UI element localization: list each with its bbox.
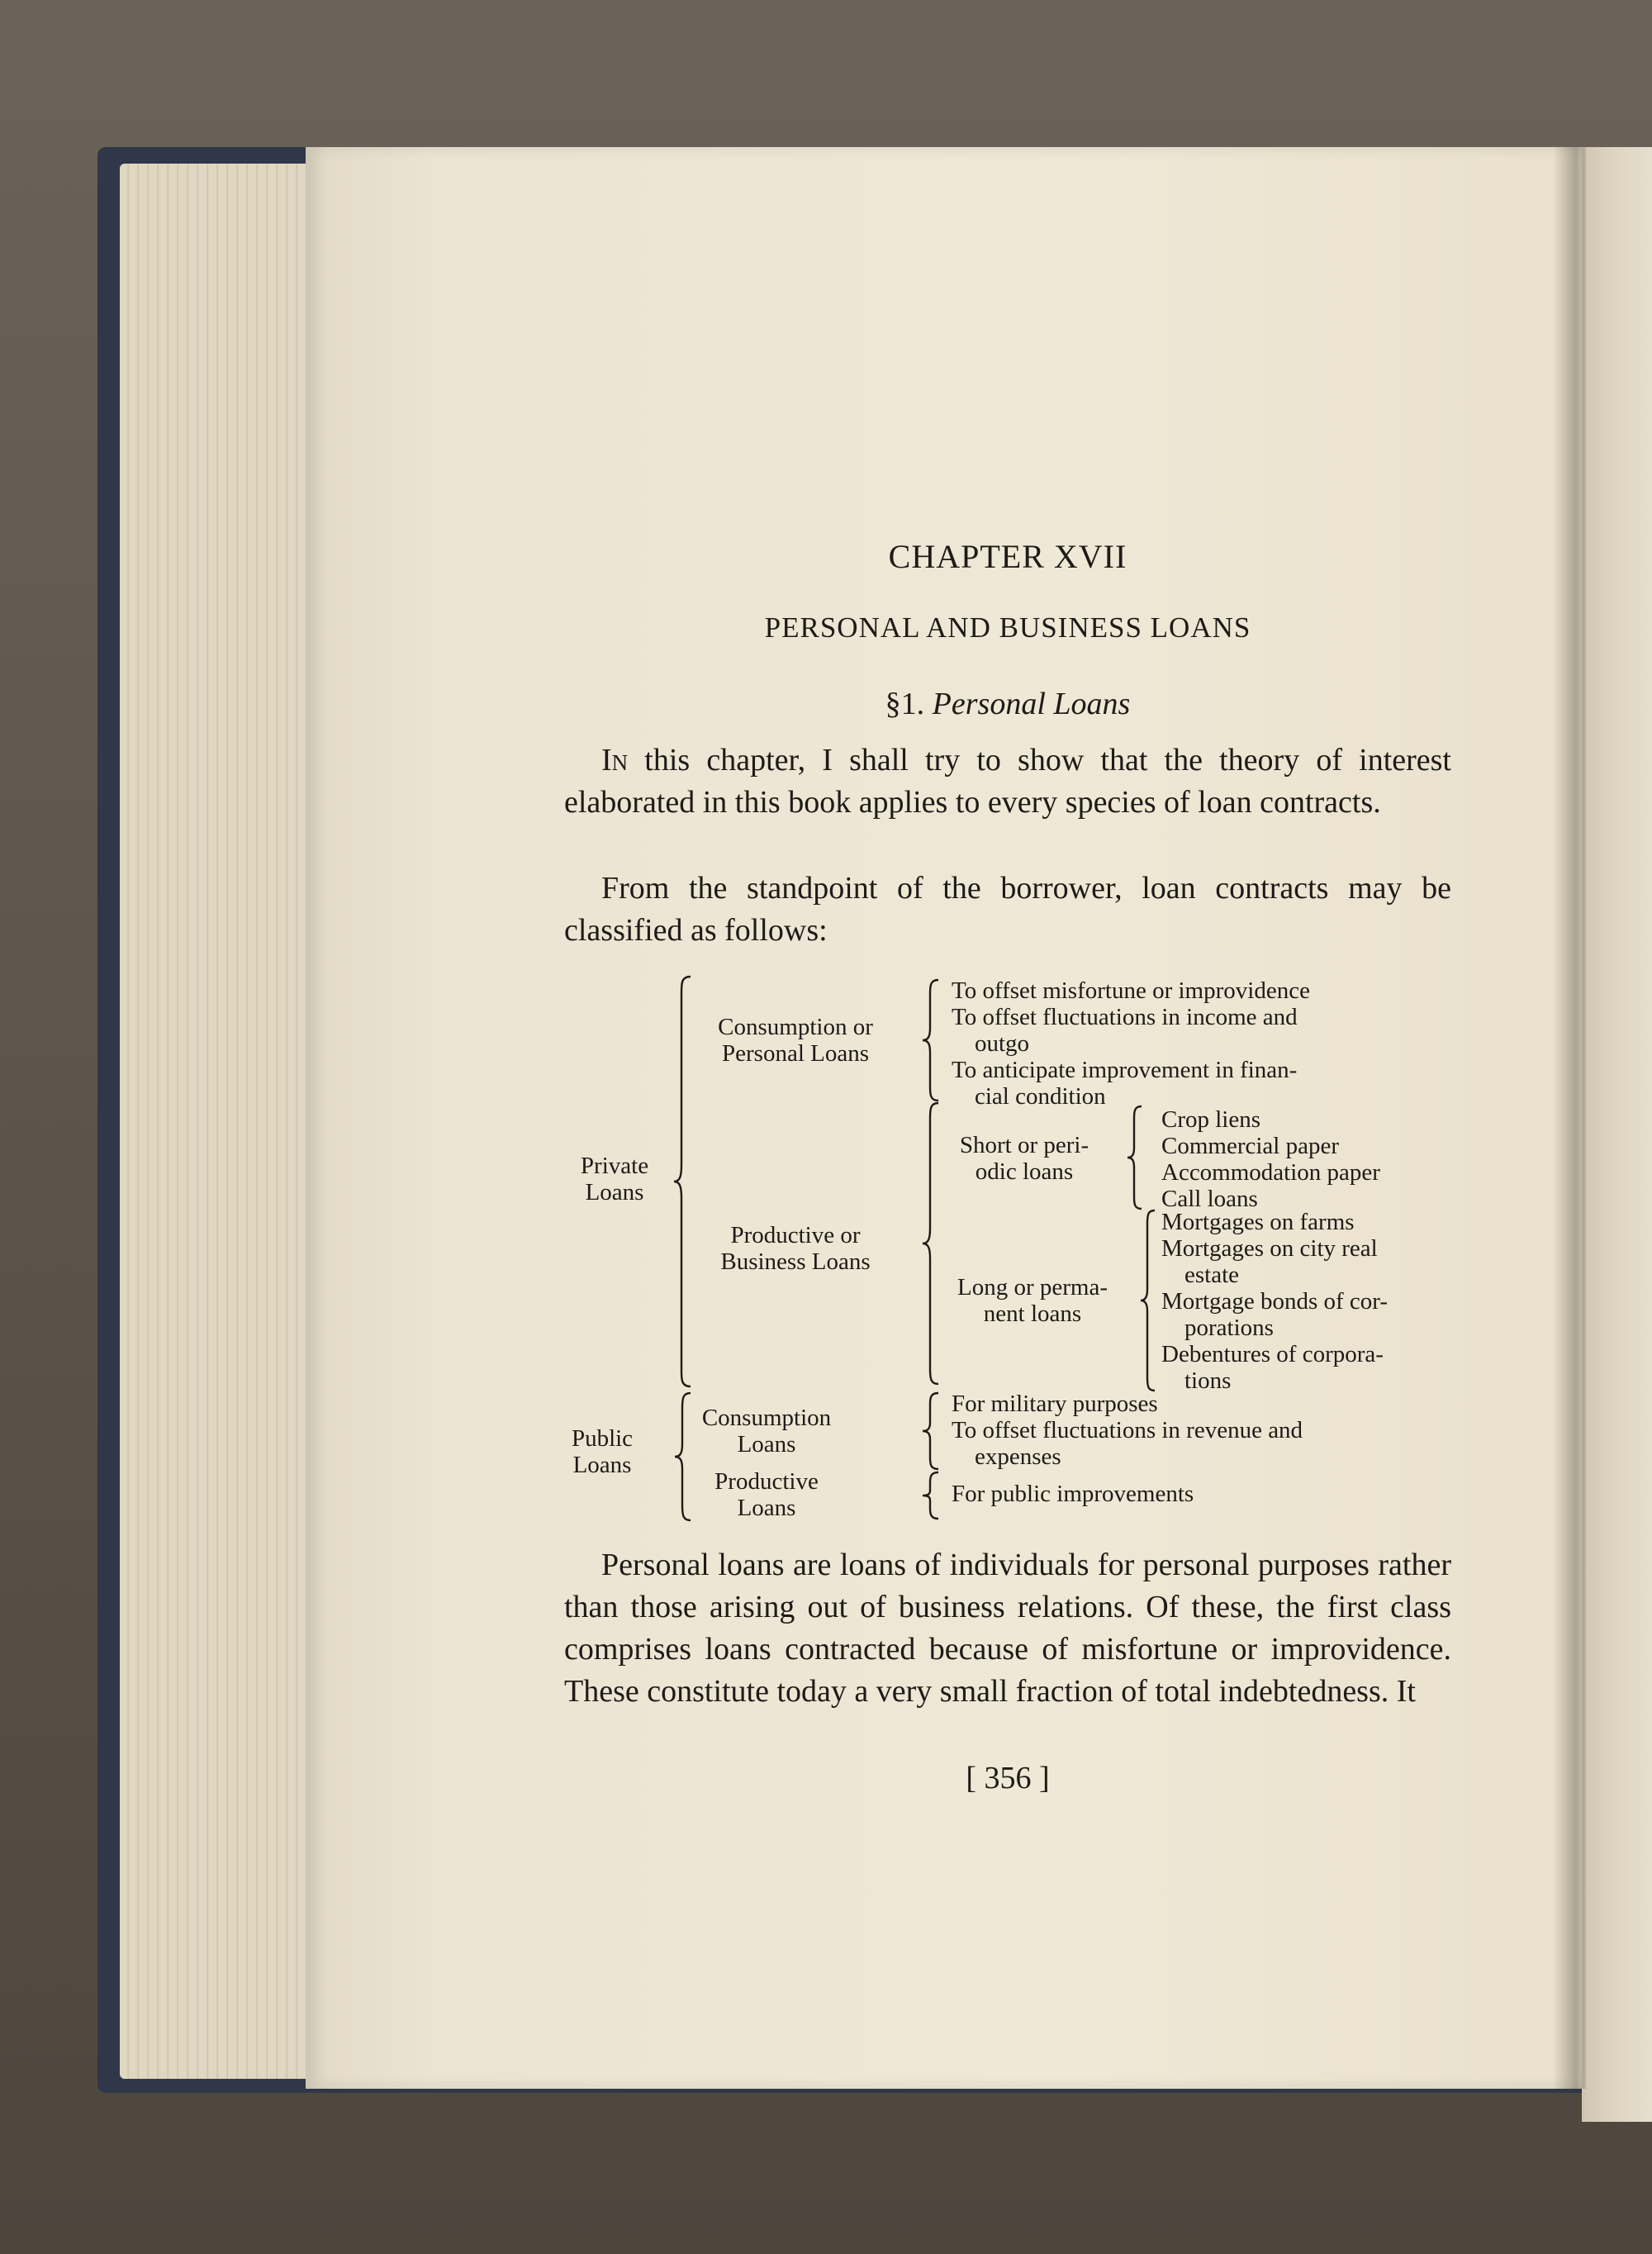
list-item: Crop liens	[1161, 1106, 1261, 1133]
short-loans-label-line2: odic loans	[975, 1158, 1074, 1185]
public-productive-label-line1: Productive	[714, 1468, 819, 1495]
private-productive-label-line2: Business Loans	[720, 1248, 871, 1275]
public-loans-label	[562, 1425, 643, 1478]
list-item	[1161, 1341, 1459, 1394]
list-item-continuation: estate	[1184, 1262, 1240, 1288]
public-consumption-label-line1: Consumption	[701, 1405, 832, 1431]
list-item-text: Mortgage bonds of cor-	[1161, 1288, 1389, 1315]
public-loans-label-line2: Loans	[572, 1452, 632, 1478]
page-gutter	[1553, 147, 1586, 2089]
section-number: §1.	[885, 687, 925, 721]
long-loans-label	[942, 1274, 1123, 1327]
paragraph-intro	[564, 739, 1451, 824]
private-productive-label-line1: Productive or	[730, 1222, 861, 1248]
long-loans-items	[1161, 1209, 1459, 1394]
short-loans-items	[1161, 1106, 1459, 1212]
list-item-continuation: outgo	[975, 1030, 1030, 1057]
public-productive-label	[692, 1468, 841, 1521]
paragraph-intro-text: this chapter, I shall try to show that the theory of interest elaborated in this book applies to every species of loan contracts.	[564, 743, 1451, 820]
list-item-text: To offset misfortune or improvidence	[952, 977, 1310, 1004]
private-loans-label-line2: Loans	[585, 1179, 644, 1205]
public-productive-items	[952, 1481, 1447, 1507]
public-consumption-brace	[920, 1393, 943, 1469]
long-loans-label-line2: nent loans	[983, 1301, 1082, 1327]
list-item	[1161, 1288, 1459, 1341]
list-item: For public improvements	[952, 1481, 1194, 1507]
list-item-continuation: tions	[1184, 1367, 1232, 1394]
public-consumption-label-line2: Loans	[737, 1431, 796, 1457]
paragraph-personal-loans: Personal loans are loans of individuals for personal purposes rather than those arising out of business relations. Of these, the first class comprises loans contracted because of misfortune or improvidence. These constitute today a very small fraction of total indebtedness. It	[564, 1548, 1451, 1709]
section-heading	[578, 686, 1437, 722]
list-item: Call loans	[1161, 1186, 1258, 1212]
paragraph-classification-intro: From the standpoint of the borrower, loan contracts may be classified as follows:	[564, 871, 1451, 948]
chapter-title: PERSONAL AND BUSINESS LOANS	[764, 611, 1251, 644]
public-consumption-items	[952, 1391, 1447, 1470]
private-consumption-brace	[920, 980, 943, 1101]
list-item: Commercial paper	[1161, 1133, 1339, 1159]
list-item-text: Mortgages on city real	[1161, 1235, 1378, 1262]
list-item-text: For military purposes	[952, 1391, 1158, 1417]
short-loans-label-line1: Short or peri-	[959, 1132, 1089, 1158]
list-item-continuation: porations	[1184, 1315, 1274, 1341]
list-item	[952, 1417, 1447, 1470]
private-consumption-items	[952, 977, 1447, 1110]
private-consumption-label-line2: Personal Loans	[722, 1040, 869, 1067]
list-item-text: To offset fluctuations in income and	[952, 1004, 1298, 1030]
list-item-text: Mortgages on farms	[1161, 1209, 1355, 1235]
short-loans-label	[942, 1132, 1107, 1185]
short-loans-brace	[1125, 1106, 1146, 1209]
list-item	[1161, 1235, 1459, 1288]
facing-page-edge	[1582, 147, 1652, 2122]
private-loans-label	[562, 1153, 667, 1205]
public-loans-label-line1: Public	[571, 1425, 634, 1452]
long-loans-label-line1: Long or perma-	[957, 1274, 1108, 1301]
chapter-number: CHAPTER XVII	[888, 538, 1127, 575]
list-item: Accommodation paper	[1161, 1159, 1380, 1186]
private-consumption-label-line1: Consumption or	[718, 1014, 873, 1040]
page-edges	[120, 164, 310, 2079]
private-consumption-label	[692, 1014, 899, 1067]
list-item-continuation: cial condition	[975, 1083, 1106, 1110]
list-item-text: To anticipate improvement in finan-	[952, 1057, 1298, 1083]
list-item	[1161, 1209, 1459, 1235]
paragraph-lead-word: In	[601, 743, 629, 777]
list-item	[952, 977, 1447, 1004]
list-item	[952, 1057, 1447, 1110]
private-productive-label	[692, 1222, 899, 1275]
list-item-text: Debentures of corpora-	[1161, 1341, 1384, 1367]
page-number: [ 356 ]	[966, 1761, 1050, 1795]
list-item-continuation: expenses	[975, 1443, 1061, 1470]
public-productive-label-line2: Loans	[737, 1495, 796, 1521]
private-loans-label-line1: Private	[580, 1153, 649, 1179]
list-item-text: To offset fluctuations in revenue and	[952, 1417, 1303, 1443]
section-title: Personal Loans	[932, 687, 1131, 721]
public-productive-brace	[920, 1472, 943, 1519]
list-item	[952, 1391, 1447, 1417]
private-productive-brace	[920, 1103, 943, 1384]
list-item	[952, 1004, 1447, 1057]
long-loans-brace	[1138, 1210, 1160, 1391]
public-consumption-label	[692, 1405, 841, 1457]
